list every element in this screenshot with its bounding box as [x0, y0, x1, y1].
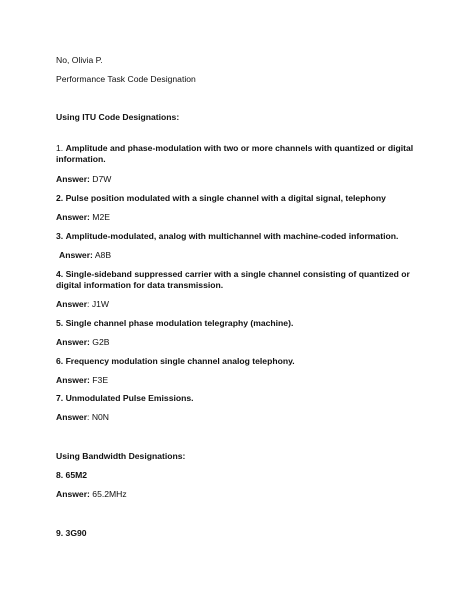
answer-label: Answer:: [56, 489, 90, 499]
answer-value: G2B: [92, 337, 110, 347]
question-text: Amplitude-modulated, analog with multichannel with machine-coded information.: [65, 231, 399, 241]
answer-value: A8B: [94, 250, 112, 260]
question-4: [56, 269, 426, 291]
answer-value: D7W: [92, 174, 112, 184]
section-heading-bandwidth: Using Bandwidth Designations:: [56, 451, 186, 461]
author-name: No, Olivia P.: [56, 55, 103, 65]
question-3: [56, 231, 426, 242]
question-number: 5.: [56, 318, 64, 328]
answer-4: [56, 299, 426, 310]
question-6: [56, 356, 426, 367]
question-text: Pulse position modulated with a single channel with a digital signal, telephony: [65, 193, 386, 203]
answer-value: : N0N: [87, 412, 110, 422]
question-8: 8. 65M2: [56, 470, 88, 480]
question-number: 3.: [56, 231, 64, 241]
question-number: 7.: [56, 393, 64, 403]
question-text: Frequency modulation single channel analog telephony.: [65, 356, 295, 366]
question-1: [56, 143, 426, 165]
answer-6: [56, 375, 426, 386]
question-text: Unmodulated Pulse Emissions.: [65, 393, 194, 403]
answer-label: Answer:: [56, 375, 90, 385]
question-9: 9. 3G90: [56, 528, 87, 538]
answer-1: [56, 174, 426, 185]
answer-label: Answer:: [59, 250, 93, 260]
answer-2: [56, 212, 426, 223]
section-heading-itu: Using ITU Code Designations:: [56, 112, 180, 122]
question-5: [56, 318, 426, 329]
answer-7: [56, 412, 426, 423]
answer-value: : J1W: [87, 299, 110, 309]
question-number: 1.: [56, 143, 64, 153]
question-2: [56, 193, 426, 204]
question-7: [56, 393, 426, 404]
answer-value: M2E: [92, 212, 110, 222]
question-number: 6.: [56, 356, 64, 366]
document-subtitle: Performance Task Code Designation: [56, 74, 196, 84]
answer-8: [56, 489, 426, 500]
question-text: Single-sideband suppressed carrier with a single channel consisting of quantized or digital information for data transmission.: [56, 269, 410, 290]
answer-label: Answer:: [56, 174, 90, 184]
answer-3: [59, 250, 429, 261]
answer-label: Answer:: [56, 337, 90, 347]
question-text: Single channel phase modulation telegraphy (machine).: [65, 318, 294, 328]
question-number: 2.: [56, 193, 64, 203]
answer-5: [56, 337, 426, 348]
question-number: 4.: [56, 269, 64, 279]
question-text: Amplitude and phase-modulation with two or more channels with quantized or digital information.: [56, 143, 414, 164]
answer-label: Answer: [56, 412, 88, 422]
answer-label: Answer: [56, 299, 88, 309]
answer-label: Answer:: [56, 212, 90, 222]
answer-value: F3E: [92, 375, 109, 385]
answer-value: 65.2MHz: [92, 489, 127, 499]
